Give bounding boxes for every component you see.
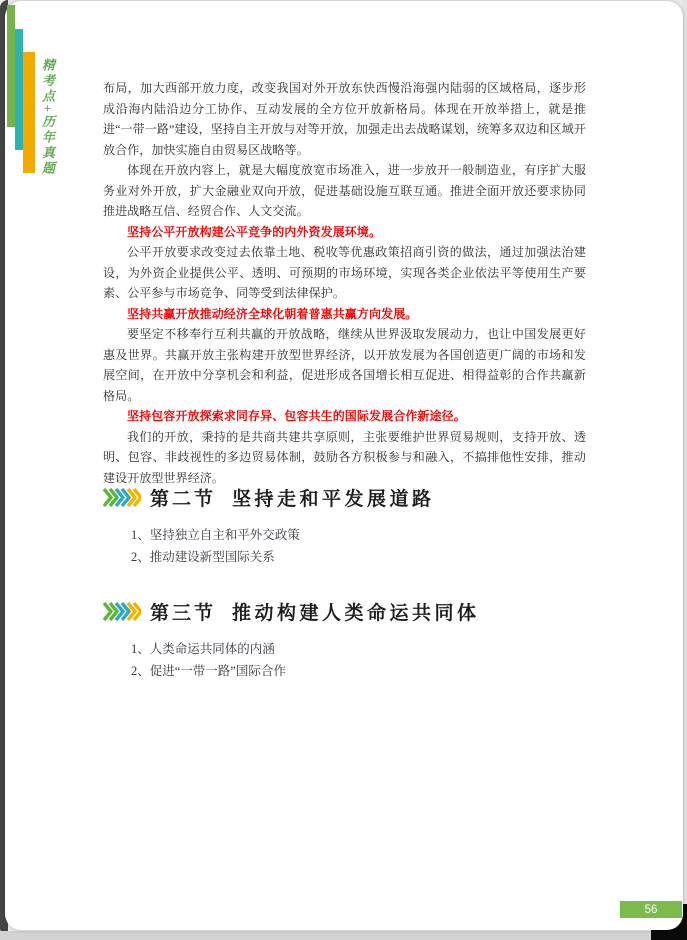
body-paragraph: 布局，加大西部开放力度，改变我国对外开放东快西慢沿海强内陆弱的区域格局，逐步形成沿海内陆沿边分工协作、互动发展的全方位开放新格局。体现在开放举措上，就是推进“一带一路”建设，坚持自主开放与对等开放，加强走出去战略谋划，统筹多双边和区域开放合作，加快实施自由贸易区战略等。 [103, 81, 586, 157]
sidebar-teal-bar [15, 29, 23, 150]
key-point-heading: 坚持公平开放构建公平竞争的内外资发展环境。 [127, 224, 382, 239]
section-2 [103, 484, 586, 568]
section-heading [103, 598, 586, 625]
body-paragraph: 体现在开放内容上，就是大幅度放宽市场准入，进一步放开一般制造业，有序扩大服务业对外开放，扩大金融业双向开放，促进基础设施互联互通。推进全面开放还要求协同推进战略互信、经贸合作、人文交流。 [103, 163, 586, 218]
section-title: 推动构建人类命运共同体 [232, 603, 480, 624]
key-point-heading: 坚持共赢开放推动经济全球化朝着普惠共赢方向发展。 [127, 306, 418, 321]
page-bottom-edge [0, 931, 687, 940]
main-text-column [103, 78, 586, 488]
body-paragraph: 我们的开放，秉持的是共商共建共享原则，主张要维护世界贸易规则，支持开放、透明、包容、非歧视性的多边贸易体制，鼓励各方积极参与和融入，不搞排他性安排，推动建设开放型世界经济。 [103, 429, 586, 485]
section-item: 2、推动建设新型国际关系 [131, 550, 275, 564]
section-title: 坚持走和平发展道路 [232, 489, 435, 510]
key-point-heading: 坚持包容开放探索求同存异、包容共生的国际发展合作新途径。 [127, 409, 466, 423]
section-item: 1、坚持独立自主和平外交政策 [131, 528, 300, 542]
section-item-list [131, 524, 586, 568]
triple-chevron-icon [103, 488, 141, 507]
sidebar-yellow-bar [23, 52, 35, 173]
triple-chevron-icon [103, 602, 141, 621]
section-label: 第三节 [150, 603, 217, 624]
section-label: 第二节 [150, 489, 217, 510]
section-item-list [131, 638, 586, 682]
section-item: 2、促进“一带一路”国际合作 [131, 664, 286, 678]
body-paragraph: 要坚定不移奉行互利共赢的开放战略，继续从世界汲取发展动力，也让中国发展更好惠及世界。共赢开放主张构建开放型世界经济，以开放发展为各国创造更广阔的市场和发展空间，在开放中分享机会和利益，促进形成各国增长相互促进、相得益彰的合作共赢新格局。 [103, 327, 586, 403]
page-number-badge: 56 [620, 901, 682, 918]
sidebar-green-bar [7, 5, 15, 127]
section-item: 1、人类命运共同体的内涵 [131, 642, 275, 656]
body-paragraph: 公平开放要求改变过去依靠土地、税收等优惠政策招商引资的做法，通过加强法治建设，为外资企业提供公平、透明、可预期的市场环境，实现各类企业依法平等使用生产要素、公平参与市场竞争、同等受到法律保护。 [103, 245, 586, 300]
sidebar-vertical-label: 精考点+历年真题 [40, 58, 55, 177]
section-heading [103, 484, 586, 511]
section-3 [103, 598, 586, 682]
